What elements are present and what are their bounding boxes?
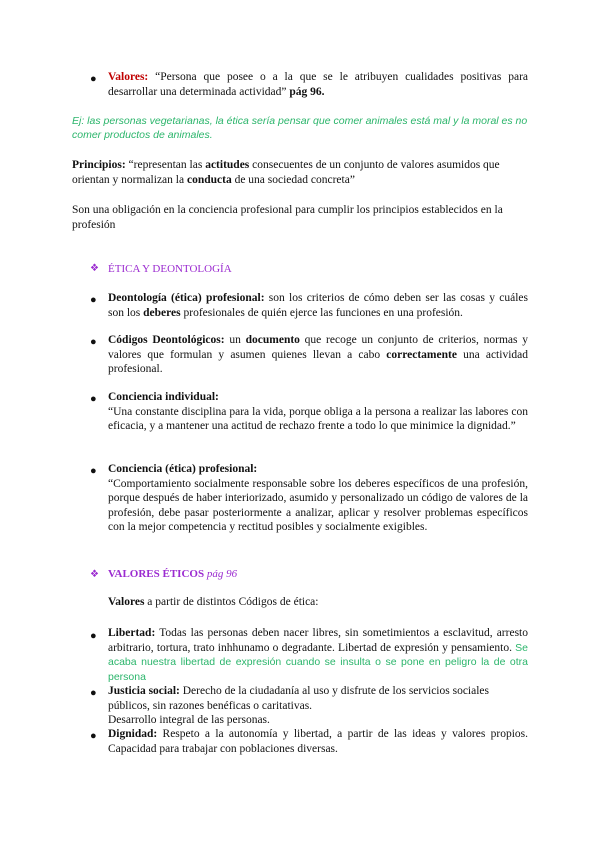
valores-text: “Persona que posee o a la que se le atribuyen cualidades positivas para desarrollar una determinada actividad” bbox=[108, 71, 528, 98]
bullet-icon: ● bbox=[90, 687, 97, 699]
justicia-term: Justicia social: bbox=[108, 685, 180, 697]
section-title-valores bbox=[108, 567, 237, 582]
justicia-text: Derecho de la ciudadanía al uso y disfrute de los servicios sociales públicos, sin razones benéficas o caritativas. bbox=[108, 685, 489, 712]
valores-term: Valores: bbox=[108, 71, 149, 83]
deontologia-item bbox=[108, 291, 528, 320]
codigos-term: Códigos Deontológicos: bbox=[108, 334, 225, 346]
obligation-paragraph: Son una obligación en la conciencia profesional para cumplir los principios establecidos en la profesión bbox=[72, 204, 503, 231]
dignidad-text: Respeto a la autonomía y libertad, a partir de las ideas y valores propios. Capacidad para trabajar con poblaciones diversas. bbox=[108, 728, 528, 755]
valores-item bbox=[108, 70, 528, 99]
valores-ref: pág 96. bbox=[289, 85, 325, 98]
dignidad-item bbox=[108, 727, 528, 756]
diamond-icon: ❖ bbox=[90, 263, 99, 274]
example-note: Ej: las personas vegetarianas, la ética sería pensar que comer animales está mal y la moral es no comer productos de animales. bbox=[72, 115, 528, 141]
section2-title: VALORES ÉTICOS bbox=[108, 568, 205, 580]
codigos-bold1: documento bbox=[245, 334, 300, 346]
bullet-icon: ● bbox=[90, 730, 97, 742]
diamond-icon: ❖ bbox=[90, 569, 99, 580]
principios-text3: de una sociedad concreta” bbox=[231, 173, 355, 186]
bullet-icon: ● bbox=[90, 465, 97, 477]
bullet-icon: ● bbox=[90, 393, 97, 405]
dignidad-term: Dignidad: bbox=[108, 728, 158, 740]
valores-intro-bold: Valores bbox=[108, 596, 145, 608]
conciencia-individual-term: Conciencia individual: bbox=[108, 391, 219, 403]
libertad-note: Se acaba nuestra libertad de expresión cuando se insulta o se pone en peligro la de otra persona bbox=[108, 641, 528, 683]
section2-ref: pág 96 bbox=[204, 568, 238, 580]
codigos-bold2: correctamente bbox=[386, 348, 457, 361]
section-title-etica: ÉTICA Y DEONTOLOGÍA bbox=[108, 263, 232, 275]
deontologia-text1: son los criterios de cómo deben ser las cosas y cuáles son los bbox=[108, 292, 529, 319]
justicia-item bbox=[108, 684, 528, 728]
deontologia-term: Deontología (ética) profesional: bbox=[108, 292, 265, 304]
bullet-icon: ● bbox=[90, 630, 97, 642]
bullet-icon: ● bbox=[90, 73, 97, 85]
libertad-item bbox=[108, 626, 528, 684]
deontologia-bold: deberes bbox=[143, 306, 181, 319]
codigos-text2: que recoge un conjunto de criterios, normas y valores que formulan y asumen quienes llevan a cabo bbox=[108, 334, 529, 361]
codigos-item bbox=[108, 333, 528, 377]
valores-intro bbox=[108, 595, 318, 610]
conciencia-individual-item bbox=[108, 390, 528, 434]
valores-intro-text: a partir de distintos Códigos de ética: bbox=[144, 596, 319, 608]
principios-bold1: actitudes bbox=[205, 159, 250, 171]
principios-term: Principios: bbox=[72, 159, 126, 171]
principios-text1: “representan las bbox=[125, 159, 206, 171]
principios-bold2: conducta bbox=[186, 173, 232, 186]
libertad-text: Todas las personas deben nacer libres, sin sometimientos a esclavitud, arresto arbitrario, tortura, trato inhhunamo o degradante. Libertad de expresión y pensamiento. bbox=[108, 627, 528, 654]
conciencia-individual-quote: “Una constante disciplina para la vida, porque obliga a la persona a realizar las labores con eficacia, y a mantener una actitud de rechazo frente a todo lo que minimice la dignidad.” bbox=[108, 405, 528, 432]
conciencia-profesional-quote: “Comportamiento socialmente responsable sobre los deberes específicos de una profesión, porque después de haber interiorizado, asumido y personalizado un código de valores de la profesión, debe pasar posteriormente a analizar, aplicar y resolver problemas específicos con la mejor competencia y rectitud posibles y socialmente exigibles. bbox=[108, 477, 528, 533]
libertad-term: Libertad: bbox=[108, 627, 156, 639]
principios-paragraph bbox=[72, 158, 532, 187]
codigos-text1: un bbox=[224, 334, 246, 346]
conciencia-profesional-term: Conciencia (ética) profesional: bbox=[108, 463, 258, 475]
codigos-text3: una actividad profesional. bbox=[108, 348, 528, 375]
bullet-icon: ● bbox=[90, 294, 97, 306]
conciencia-profesional-item bbox=[108, 462, 528, 535]
deontologia-text2: profesionales de quién ejerce las funciones en una profesión. bbox=[180, 306, 463, 319]
justicia-text2: Desarrollo integral de las personas. bbox=[108, 714, 270, 726]
principios-text2: consecuentes de un conjunto de valores asumidos que orientan y normalizan la bbox=[72, 159, 500, 186]
bullet-icon: ● bbox=[90, 336, 97, 348]
